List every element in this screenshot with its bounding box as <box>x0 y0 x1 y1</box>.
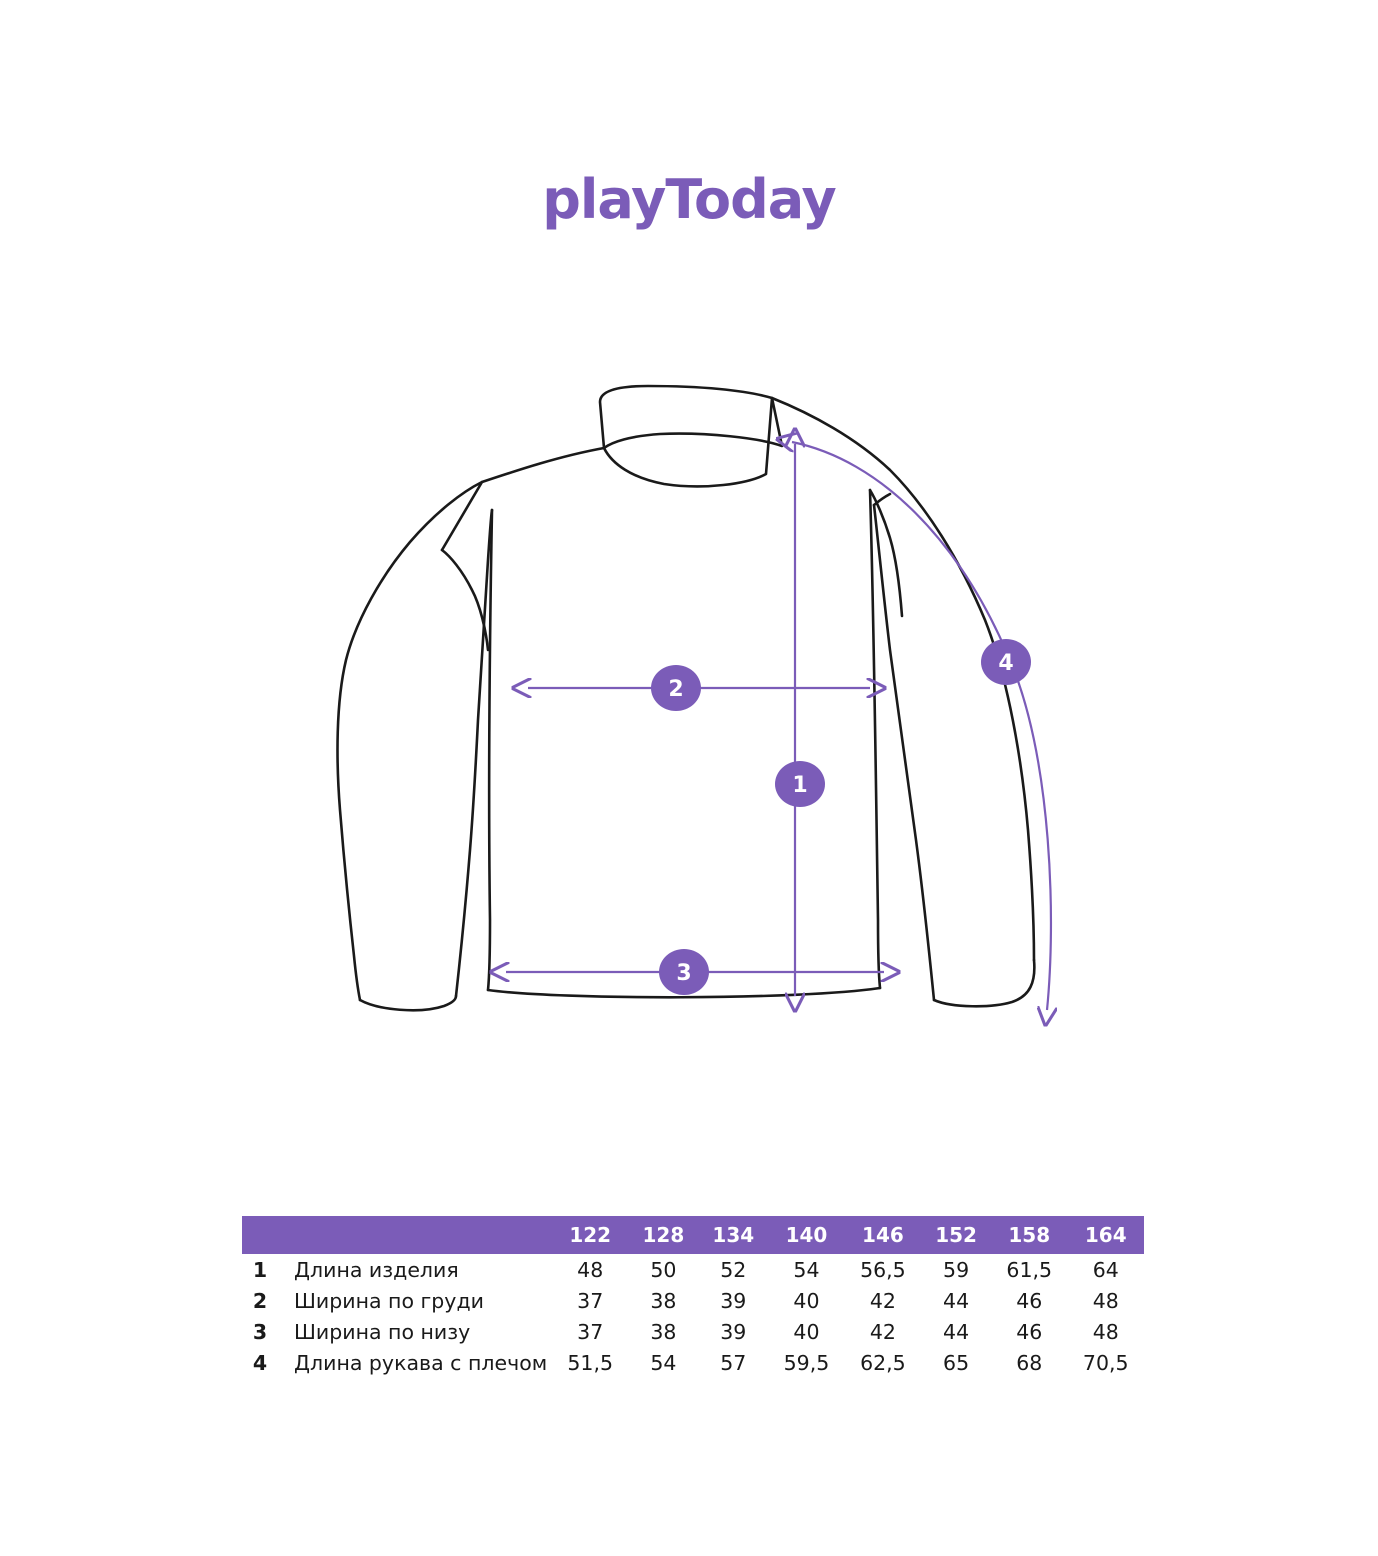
header-size-140: 140 <box>785 1223 828 1247</box>
header-index <box>242 1216 278 1254</box>
table-row <box>242 1254 1144 1285</box>
row-index: 1 <box>252 1257 268 1282</box>
table-row <box>242 1285 1144 1316</box>
table-row <box>242 1347 1144 1378</box>
row-label: Длина рукава с плечом <box>294 1350 548 1375</box>
measure-line-4 <box>792 442 1051 1010</box>
cell-value: 51,5 <box>567 1350 614 1375</box>
row-index: 3 <box>252 1319 268 1344</box>
cell-value: 50 <box>650 1257 677 1282</box>
cell-value: 61,5 <box>1006 1257 1053 1282</box>
cell-value: 37 <box>577 1288 604 1313</box>
size-table-header <box>242 1216 1144 1254</box>
brand-logo-text: playToday <box>542 168 836 231</box>
size-table-header-row <box>242 1216 1144 1254</box>
size-table <box>242 1216 1144 1378</box>
cell-value: 42 <box>869 1288 896 1313</box>
header-size-152: 152 <box>935 1223 977 1247</box>
cell-value: 48 <box>577 1257 604 1282</box>
marker-bubble-1 <box>775 761 825 807</box>
marker-label-4: 4 <box>998 651 1014 676</box>
cell-value: 40 <box>793 1288 820 1313</box>
marker-bubble-3 <box>659 949 709 995</box>
marker-bubble-4 <box>981 639 1031 685</box>
cell-value: 62,5 <box>860 1350 906 1375</box>
header-size-158: 158 <box>1008 1223 1051 1247</box>
row-index: 4 <box>252 1350 268 1375</box>
cell-value: 54 <box>650 1350 677 1375</box>
cell-value: 38 <box>650 1319 677 1344</box>
marker-bubble-2 <box>651 665 701 711</box>
marker-label-2: 2 <box>668 677 684 702</box>
cell-value: 46 <box>1016 1319 1043 1344</box>
cell-value: 40 <box>793 1319 820 1344</box>
cell-value: 57 <box>720 1350 747 1375</box>
garment-diagram <box>0 360 1378 1060</box>
header-size-128: 128 <box>642 1223 685 1247</box>
header-size-164: 164 <box>1084 1223 1127 1247</box>
cell-value: 70,5 <box>1082 1350 1129 1375</box>
cell-value: 44 <box>943 1288 970 1313</box>
cell-value: 46 <box>1016 1288 1043 1313</box>
header-size-146: 146 <box>862 1223 904 1247</box>
cell-value: 64 <box>1092 1257 1119 1282</box>
header-size-134: 134 <box>712 1223 755 1247</box>
cell-value: 52 <box>720 1257 747 1282</box>
cell-value: 48 <box>1092 1288 1119 1313</box>
cell-value: 59,5 <box>783 1350 830 1375</box>
header-size-122: 122 <box>569 1223 612 1247</box>
marker-label-1: 1 <box>792 773 808 798</box>
row-index: 2 <box>252 1288 268 1313</box>
garment-diagram-svg <box>0 360 1378 1060</box>
brand-logo <box>0 168 1378 231</box>
cell-value: 39 <box>720 1288 747 1313</box>
cell-value: 54 <box>793 1257 820 1282</box>
row-label: Ширина по груди <box>294 1288 484 1313</box>
cell-value: 39 <box>720 1319 747 1344</box>
size-table-body <box>242 1254 1144 1378</box>
cell-value: 38 <box>650 1288 677 1313</box>
table-row <box>242 1316 1144 1347</box>
row-label: Ширина по низу <box>294 1319 471 1344</box>
cell-value: 65 <box>943 1350 970 1375</box>
row-label: Длина изделия <box>294 1257 459 1282</box>
cell-value: 44 <box>943 1319 970 1344</box>
cell-value: 68 <box>1016 1350 1043 1375</box>
header-label <box>278 1216 552 1254</box>
cell-value: 56,5 <box>860 1257 906 1282</box>
cell-value: 59 <box>943 1257 970 1282</box>
cell-value: 42 <box>869 1319 896 1344</box>
cell-value: 37 <box>577 1319 604 1344</box>
marker-label-3: 3 <box>676 961 692 986</box>
cell-value: 48 <box>1092 1319 1119 1344</box>
